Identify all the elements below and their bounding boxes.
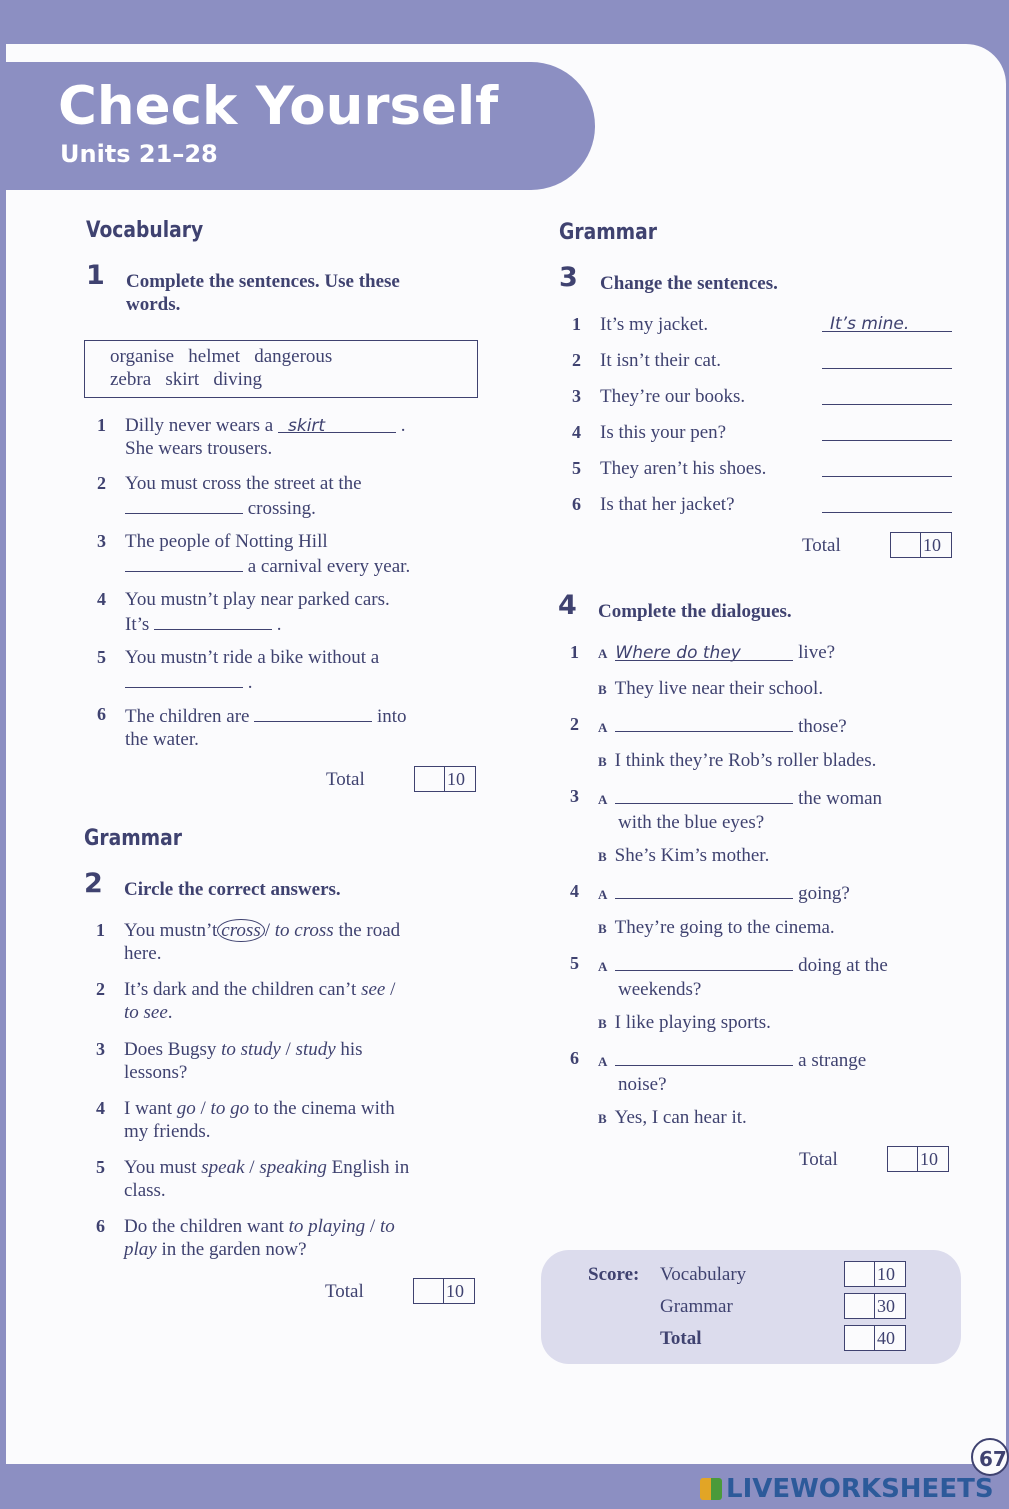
- grammar-item-1: You mustn’t cross / to cross the road here.: [124, 920, 401, 964]
- option[interactable]: to go: [210, 1098, 250, 1119]
- ex4-item-3-b: B She’s Kim’s mother.: [598, 845, 770, 866]
- option[interactable]: study: [295, 1039, 336, 1060]
- exercise-1-instruction: Complete the sentences. Use these words.: [126, 271, 400, 315]
- ex4-item-number: 3: [570, 786, 579, 806]
- exercise-3-total-box[interactable]: [890, 532, 952, 558]
- ex4-item-number: 5: [570, 953, 579, 973]
- ex3-item-number: 5: [572, 458, 581, 478]
- exercise-4-total-label: Total: [799, 1149, 838, 1170]
- grammar-item-3: Does Bugsy to study / study his lessons?: [124, 1039, 363, 1083]
- ex3-item-2-text: It isn’t their cat.: [600, 350, 722, 371]
- ex3-item-6-answer[interactable]: [822, 494, 952, 513]
- total-value: 10: [446, 1281, 464, 1301]
- vocab-item-1: Dilly never wears a skirt . She wears trousers.: [125, 415, 406, 459]
- exercise-2-total-label: Total: [325, 1281, 364, 1302]
- vocab-item-number: 3: [97, 531, 106, 551]
- exercise-4-number: 4: [558, 590, 577, 621]
- answer-blank[interactable]: skirt: [278, 414, 396, 433]
- score-total-box[interactable]: [844, 1325, 906, 1351]
- ex4-item-1-a: A Where do they live?: [598, 642, 836, 663]
- answer-blank[interactable]: [615, 785, 793, 804]
- page-number: 67: [971, 1438, 1009, 1476]
- ex3-item-number: 6: [572, 494, 581, 514]
- ex4-item-4-b: B They’re going to the cinema.: [598, 917, 835, 938]
- ex3-item-3-text: They’re our books.: [600, 386, 746, 407]
- ex3-item-5-text: They aren’t his shoes.: [600, 458, 767, 479]
- option[interactable]: play: [124, 1239, 157, 1260]
- score-row-grammar: Grammar: [660, 1296, 733, 1317]
- ex4-item-number: 4: [570, 881, 579, 901]
- score-value: 10: [877, 1264, 895, 1284]
- ex3-item-2-answer[interactable]: [822, 350, 952, 369]
- answer-blank[interactable]: [615, 713, 793, 732]
- ex3-item-number: 4: [572, 422, 581, 442]
- option[interactable]: to: [379, 1216, 395, 1237]
- total-value: 10: [447, 769, 465, 789]
- option[interactable]: see: [361, 979, 386, 1000]
- answer-blank[interactable]: [125, 553, 243, 572]
- ex4-item-number: 2: [570, 714, 579, 734]
- vocab-item-3: The people of Notting Hill a carnival every year.: [125, 531, 411, 577]
- option[interactable]: speaking: [259, 1157, 327, 1178]
- ex4-item-5-b: B I like playing sports.: [598, 1012, 771, 1033]
- grammar-heading: Grammar: [84, 826, 183, 851]
- ex3-item-4-answer[interactable]: [822, 422, 952, 441]
- grammar-item-5: You must speak / speaking English in class.: [124, 1157, 410, 1201]
- answer-blank[interactable]: Where do they: [615, 642, 793, 661]
- ex4-item-number: 6: [570, 1048, 579, 1068]
- exercise-3-total-label: Total: [802, 535, 841, 556]
- total-value: 10: [920, 1149, 938, 1169]
- grammar-item-number: 3: [96, 1039, 105, 1059]
- answer-blank[interactable]: [615, 880, 793, 899]
- word-box-line-1: organise helmet dangerous: [110, 346, 333, 367]
- vocab-item-6: The children are into the water.: [125, 703, 407, 751]
- option[interactable]: to study: [221, 1039, 281, 1060]
- vocabulary-heading: Vocabulary: [86, 218, 204, 243]
- score-grammar-box[interactable]: [844, 1293, 906, 1319]
- ex3-item-6-text: Is that her jacket?: [600, 494, 735, 515]
- answer-blank[interactable]: [615, 1047, 793, 1066]
- exercise-2-instruction: Circle the correct answers.: [124, 879, 341, 900]
- exercise-4-instruction: Complete the dialogues.: [598, 601, 792, 622]
- exercise-1-total-label: Total: [326, 769, 365, 790]
- liveworksheets-logo: LIVEWORKSHEETS: [700, 1474, 994, 1504]
- grammar-item-number: 6: [96, 1216, 105, 1236]
- vocab-item-4: You mustn’t play near parked cars. It’s .: [125, 589, 390, 635]
- ex4-item-6-b: B Yes, I can hear it.: [598, 1107, 747, 1128]
- option[interactable]: to see: [124, 1002, 168, 1023]
- grammar-item-number: 4: [96, 1098, 105, 1118]
- vocab-item-number: 4: [97, 589, 106, 609]
- ex4-item-6-a: A a strange noise?: [598, 1047, 866, 1096]
- ex4-item-2-a: A those?: [598, 713, 847, 739]
- option-circled[interactable]: cross: [217, 919, 264, 942]
- vocab-item-number: 2: [97, 473, 106, 493]
- score-row-vocabulary: Vocabulary: [660, 1264, 747, 1285]
- grammar-item-number: 5: [96, 1157, 105, 1177]
- score-label: Score:: [588, 1264, 640, 1285]
- vocab-item-5: You mustn’t ride a bike without a .: [125, 647, 380, 693]
- vocab-item-number: 5: [97, 647, 106, 667]
- grammar-item-4: I want go / to go to the cinema with my friends.: [124, 1098, 395, 1142]
- answer-blank[interactable]: [154, 611, 272, 630]
- score-value: 40: [877, 1328, 895, 1348]
- answer-blank[interactable]: [254, 703, 372, 722]
- grammar-item-number: 1: [96, 920, 105, 940]
- score-vocabulary-box[interactable]: [844, 1261, 906, 1287]
- score-value: 30: [877, 1296, 895, 1316]
- ex3-item-number: 2: [572, 350, 581, 370]
- ex3-item-1-text: It’s my jacket.: [600, 314, 709, 335]
- ex3-item-3-answer[interactable]: [822, 386, 952, 405]
- ex4-item-5-a: A doing at the weekends?: [598, 952, 888, 1001]
- ex3-item-4-text: Is this your pen?: [600, 422, 727, 443]
- vocab-item-2: You must cross the street at the crossing.: [125, 473, 362, 519]
- answer-blank[interactable]: [125, 669, 243, 688]
- ex4-item-3-a: A the woman with the blue eyes?: [598, 785, 882, 834]
- score-row-total: Total: [660, 1328, 702, 1349]
- ex3-item-1-answer[interactable]: It’s mine.: [822, 314, 952, 332]
- vocab-item-number: 1: [97, 415, 106, 435]
- grammar-heading-right: Grammar: [559, 220, 658, 245]
- liveworksheets-icon: [700, 1478, 722, 1500]
- exercise-2-number: 2: [84, 868, 103, 899]
- ex3-item-5-answer[interactable]: [822, 458, 952, 477]
- ex3-item-number: 3: [572, 386, 581, 406]
- ex4-item-4-a: A going?: [598, 880, 850, 906]
- ex4-item-1-b: B They live near their school.: [598, 678, 824, 699]
- total-value: 10: [923, 535, 941, 555]
- exercise-3-number: 3: [559, 262, 578, 293]
- answer-blank[interactable]: [125, 495, 243, 514]
- grammar-item-6: Do the children want to playing / to play in the garden now?: [124, 1216, 395, 1260]
- option[interactable]: speak: [201, 1157, 245, 1178]
- word-box-line-2: zebra skirt diving: [110, 369, 262, 390]
- ex3-item-number: 1: [572, 314, 581, 334]
- exercise-3-instruction: Change the sentences.: [600, 273, 778, 294]
- exercise-2-total-box[interactable]: [413, 1278, 475, 1304]
- grammar-item-2: It’s dark and the children can’t see / to see.: [124, 979, 396, 1023]
- option[interactable]: to playing: [288, 1216, 366, 1237]
- page-subtitle: Units 21–28: [60, 140, 218, 168]
- exercise-1-number: 1: [86, 260, 105, 291]
- vocab-item-number: 6: [97, 704, 106, 724]
- answer-blank[interactable]: [615, 952, 793, 971]
- option[interactable]: to cross: [274, 920, 334, 941]
- page-title: Check Yourself: [58, 76, 499, 137]
- exercise-1-total-box[interactable]: [414, 766, 476, 792]
- ex4-item-2-b: B I think they’re Rob’s roller blades.: [598, 750, 877, 771]
- option[interactable]: go: [176, 1098, 196, 1119]
- exercise-4-total-box[interactable]: [887, 1146, 949, 1172]
- grammar-item-number: 2: [96, 979, 105, 999]
- ex4-item-number: 1: [570, 642, 579, 662]
